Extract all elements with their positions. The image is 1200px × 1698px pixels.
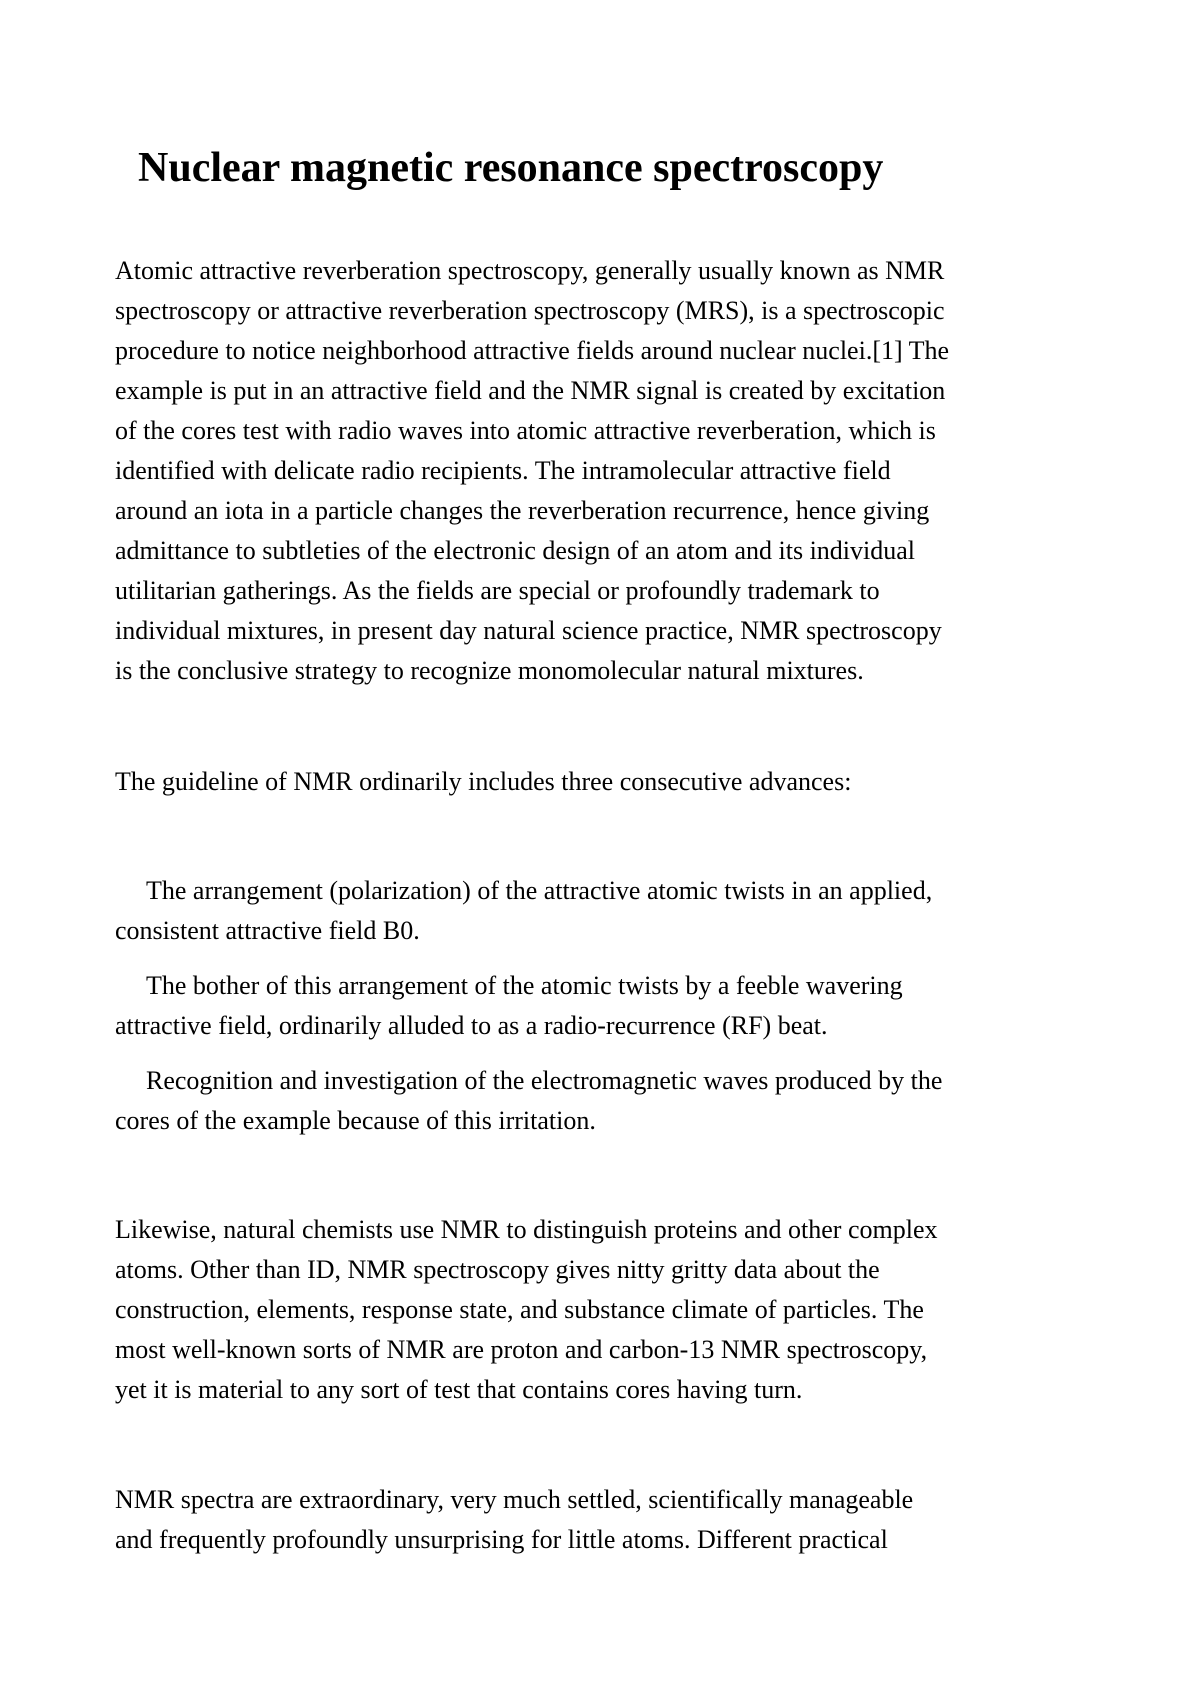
spectra-paragraph [115,1480,1115,1560]
text-line: cores of the example because of this irritation. [115,1106,596,1135]
text-line: yet it is material to any sort of test that contains cores having turn. [115,1375,803,1404]
text-line: atoms. Other than ID, NMR spectroscopy gives nitty gritty data about the [115,1255,880,1284]
text-line: Atomic attractive reverberation spectroscopy, generally usually known as NMR [115,256,945,285]
text-line: The bother of this arrangement of the atomic twists by a feeble wavering [146,971,903,1000]
text-line: consistent attractive field B0. [115,916,420,945]
text-line: Recognition and investigation of the electromagnetic waves produced by the [146,1066,943,1095]
text-line: identified with delicate radio recipients. The intramolecular attractive field [115,456,891,485]
page-title: Nuclear magnetic resonance spectroscopy [138,145,884,191]
text-line: procedure to notice neighborhood attractive fields around nuclear nuclei.[1] The [115,336,950,365]
text-line: spectroscopy or attractive reverberation spectroscopy (MRS), is a spectroscopic [115,296,945,325]
text-line: and frequently profoundly unsurprising for little atoms. Different practical [115,1525,888,1554]
text-line: NMR spectra are extraordinary, very much settled, scientifically manageable [115,1485,914,1514]
intro-paragraph [115,251,1115,691]
text-line: The arrangement (polarization) of the attractive atomic twists in an applied, [146,876,933,905]
applications-paragraph [115,1210,1115,1410]
text-line: admittance to subtleties of the electronic design of an atom and its individual [115,536,916,565]
text-line: The guideline of NMR ordinarily includes three consecutive advances: [115,767,852,796]
step-item-1 [115,871,1115,951]
text-line: most well-known sorts of NMR are proton and carbon-13 NMR spectroscopy, [115,1335,928,1364]
text-line: Likewise, natural chemists use NMR to distinguish proteins and other complex [115,1215,938,1244]
text-line: construction, elements, response state, and substance climate of particles. The [115,1295,924,1324]
step-item-2 [115,966,1115,1046]
steps-intro-paragraph [115,762,1115,802]
text-line: individual mixtures, in present day natural science practice, NMR spectroscopy [115,616,942,645]
text-line: utilitarian gatherings. As the fields are special or profoundly trademark to [115,576,880,605]
step-item-3 [115,1061,1115,1141]
text-line: around an iota in a particle changes the reverberation recurrence, hence giving [115,496,930,525]
text-line: of the cores test with radio waves into atomic attractive reverberation, which is [115,416,936,445]
text-line: example is put in an attractive field and the NMR signal is created by excitation [115,376,946,405]
text-line: attractive field, ordinarily alluded to as a radio-recurrence (RF) beat. [115,1011,828,1040]
text-line: is the conclusive strategy to recognize monomolecular natural mixtures. [115,656,864,685]
